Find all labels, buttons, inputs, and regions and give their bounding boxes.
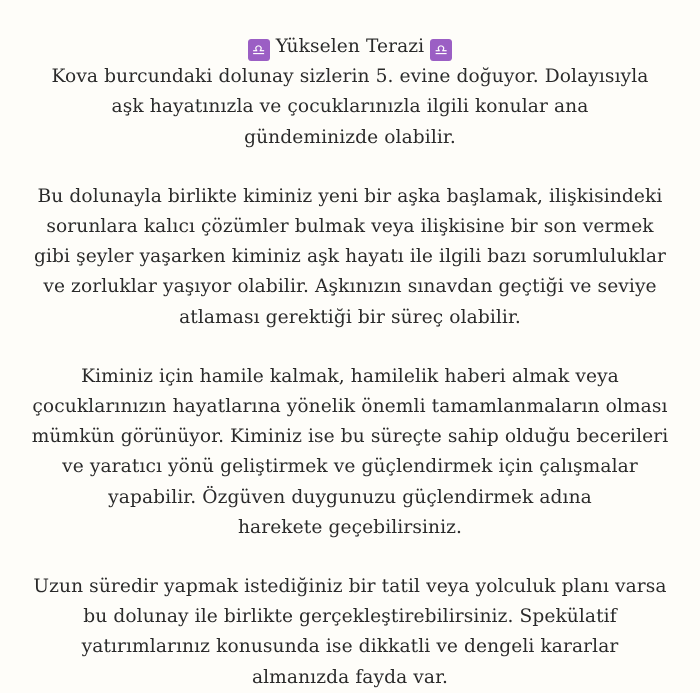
page-title — [0, 32, 700, 62]
text-line: aşk hayatınızla ve çocuklarınızla ilgili konular ana — [111, 96, 589, 118]
text-line: Kiminiz için hamile kalmak, hamilelik haberi almak veya — [81, 365, 619, 387]
libra-sign-icon: ♎ — [248, 39, 270, 61]
text-line: Kova burcundaki dolunay sizlerin 5. evine doğuyor. Dolayısıyla — [51, 66, 649, 88]
paragraph-love — [0, 182, 700, 333]
text-line: harekete geçebilirsiniz. — [237, 516, 463, 538]
paragraph-travel — [0, 572, 700, 693]
text-line: sorunlara kalıcı çözümler bulmak veya ilişkisine bir son vermek — [46, 216, 654, 238]
paragraph-gap — [0, 333, 700, 362]
text-line: bu dolunay ile birlikte gerçekleştirebilirsiniz. Spekülatif — [83, 606, 617, 628]
paragraph-children — [0, 362, 700, 543]
text-line: Uzun süredir yapmak istediğiniz bir tatil veya yolculuk planı varsa — [33, 576, 667, 598]
text-line: ve yaratıcı yönü geliştirmek ve güçlendirmek için çalışmalar — [62, 456, 638, 478]
text-line: gündeminizde olabilir. — [244, 126, 456, 148]
text-line: yapabilir. Özgüven duygunuzu güçlendirmek adına — [108, 486, 592, 508]
text-line: gibi şeyler yaşarken kiminiz aşk hayatı ile ilgili bazı sorumluluklar — [33, 246, 667, 268]
text-line: mümkün görünüyor. Kiminiz ise bu süreçte sahip olduğu becerileri — [31, 426, 669, 448]
title-text: Yükselen Terazi — [275, 36, 425, 57]
text-line: atlaması gerektiği bir süreç olabilir. — [179, 306, 521, 328]
paragraph-gap — [0, 543, 700, 572]
text-line: Bu dolunayla birlikte kiminiz yeni bir aşka başlamak, ilişkisindeki — [37, 185, 663, 207]
text-line: ve zorluklar yaşıyor olabilir. Aşkınızın sınavdan geçtiği ve seviye — [43, 276, 657, 298]
paragraph-gap — [0, 153, 700, 182]
text-line: almanızda fayda var. — [251, 666, 449, 688]
paragraph-intro — [0, 62, 700, 153]
text-line: yatırımlarınız konusunda ise dikkatli ve dengeli kararlar — [81, 636, 619, 658]
text-line: çocuklarınızın hayatlarına yönelik önemli tamamlanmaların olması — [32, 396, 668, 418]
libra-sign-icon: ♎ — [430, 39, 452, 61]
